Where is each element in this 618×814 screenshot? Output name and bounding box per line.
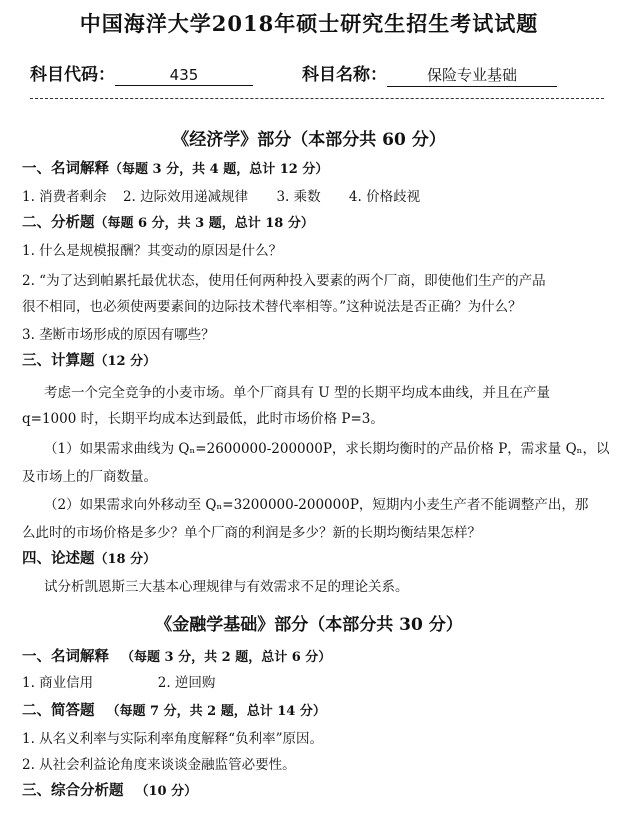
p1-s3-intro-line1: 考虑一个完全竞争的小麦市场。单个厂商具有 U 型的长期平均成本曲线，并且在产量 xyxy=(44,385,550,401)
p2-s2-note: （每题 7 分，共 2 题，总计 14 分） xyxy=(106,704,326,719)
p2-s1-note: （每题 3 分，共 2 题，总计 6 分） xyxy=(121,650,332,665)
p1-s1-title: 一、名词解释 xyxy=(22,160,109,177)
p1-s4-text: 试分析凯恩斯三大基本心理规律与有效需求不足的理论关系。 xyxy=(44,579,409,595)
p1-s3-heading xyxy=(22,352,602,371)
p2-s1-title: 一、名词解释 xyxy=(22,648,109,665)
term-item: 3. 乘数 xyxy=(276,189,321,205)
p1-s3-note: （12 分） xyxy=(94,354,157,369)
p1-s2-note: （每题 6 分，共 3 题，总计 18 分） xyxy=(94,216,314,231)
p1-s3-q2-line2: 么此时的市场价格是多少？单个厂商的利润是多少？新的长期均衡结果怎样？ xyxy=(22,525,481,541)
subject-name-label: 科目名称： xyxy=(302,65,387,85)
term-item: 4. 价格歧视 xyxy=(348,189,421,205)
p2-s2-q2: 2. 从社会利益论角度来谈谈金融监管必要性。 xyxy=(22,757,296,773)
p2-s2-q1: 1. 从名义利率与实际利率角度解释“负利率”原因。 xyxy=(22,731,323,747)
p1-s2-title: 二、分析题 xyxy=(22,214,95,231)
part2-heading: 《金融学基础》部分（本部分共 30 分） xyxy=(155,615,463,635)
p1-s4-title: 四、论述题 xyxy=(22,550,95,567)
p2-s1-heading xyxy=(22,648,602,667)
subject-code-label: 科目代码： xyxy=(30,65,115,85)
p1-s2-q2-line1: 2. “为了达到帕累托最优状态，使用任何两种投入要素的两个厂商，即使他们生产的产品 xyxy=(22,273,546,289)
p2-s3-title: 三、综合分析题 xyxy=(22,782,124,799)
exam-title: 中国海洋大学2018年硕士研究生招生考试试题 xyxy=(79,11,539,36)
p1-s3-intro-line2: q=1000 时，长期平均成本达到最低，此时市场价格 P=3。 xyxy=(22,411,384,427)
p1-s2-q1: 1. 什么是规模报酬？其变动的原因是什么？ xyxy=(22,243,283,259)
p1-s3-q1-line2: 及市场上的厂商数量。 xyxy=(22,469,157,485)
dashed-divider xyxy=(30,98,604,99)
p1-s4-note: （18 分） xyxy=(94,552,157,567)
p1-s1-heading xyxy=(22,160,602,179)
term-item: 1. 消费者剩余 xyxy=(22,189,107,205)
p1-s1-note: （每题 3 分，共 4 题，总计 12 分） xyxy=(109,162,329,177)
p1-s3-q1-line1: （1）如果需求曲线为 Qₙ=2600000-200000P，求长期均衡时的产品价格 P，需求量 Qₙ，以 xyxy=(44,441,610,457)
subject-code-value: 435 xyxy=(115,66,253,86)
p1-s3-q2-line1: （2）如果需求向外移动至 Qₙ=3200000-200000P，短期内小麦生产者不能调整产出，那 xyxy=(44,497,589,513)
part1-heading: 《经济学》部分（本部分共 60 分） xyxy=(172,130,446,150)
term-item: 2. 边际效用递减规律 xyxy=(122,189,249,205)
subject-code xyxy=(30,60,253,86)
term-item: 1. 商业信用 xyxy=(22,675,94,691)
p2-s1-items xyxy=(22,674,602,692)
p2-s2-heading xyxy=(22,702,602,721)
p2-s2-title: 二、简答题 xyxy=(22,702,95,719)
subject-name-value: 保险专业基础 xyxy=(387,64,557,87)
p2-s3-note: （10 分） xyxy=(135,784,198,799)
term-item: 2. 逆回购 xyxy=(157,675,216,691)
p1-s2-q3: 3. 垄断市场形成的原因有哪些？ xyxy=(22,327,215,343)
p1-s3-title: 三、计算题 xyxy=(22,352,95,369)
p1-s1-items xyxy=(22,188,602,206)
p2-s3-heading xyxy=(22,782,602,801)
subject-name xyxy=(302,60,557,87)
p1-s2-q2-line2: 很不相同，也必须使两要素间的边际技术替代率相等。”这种说法是否正确？为什么？ xyxy=(22,299,522,315)
p1-s2-heading xyxy=(22,214,602,233)
p1-s4-heading xyxy=(22,550,602,569)
